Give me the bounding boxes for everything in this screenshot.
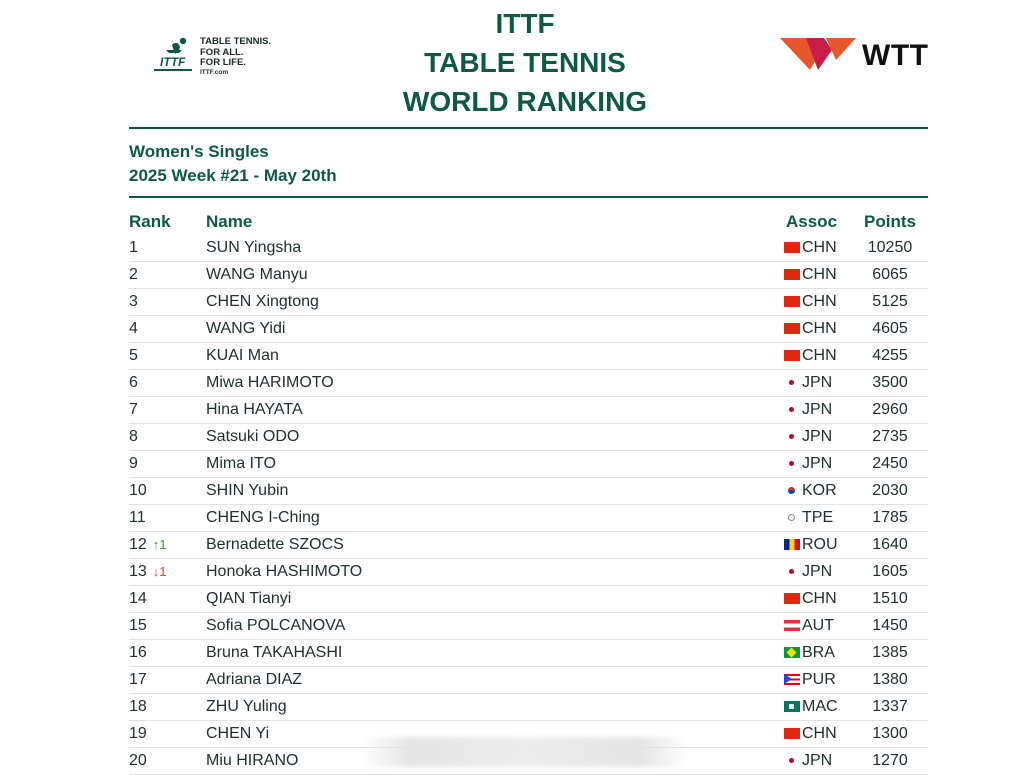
rank-number: 20	[129, 752, 147, 769]
points-value: 1450	[872, 617, 908, 634]
rank-number: 10	[129, 482, 147, 499]
assoc-code: JPN	[802, 752, 833, 769]
table-row	[129, 559, 928, 586]
title-line-1: ITTF	[495, 8, 555, 39]
points-value: 6065	[872, 266, 908, 283]
points-value: 5125	[872, 293, 908, 310]
rank-cell	[129, 721, 199, 747]
column-header-name: Name	[206, 212, 253, 231]
title-line-2: TABLE TENNIS	[424, 47, 626, 78]
rank-number: 4	[129, 320, 138, 337]
rank-number: 2	[129, 266, 138, 283]
assoc-code: JPN	[802, 401, 833, 418]
rank-number: 11	[129, 509, 146, 526]
assoc-code: JPN	[802, 428, 833, 445]
table-row	[129, 586, 928, 613]
table-row	[129, 694, 928, 721]
table-row	[129, 262, 928, 289]
divider-top	[129, 127, 928, 129]
assoc-code: CHN	[802, 725, 837, 742]
flag-rou-icon	[784, 539, 800, 550]
category-label: Women's Singles	[129, 142, 269, 161]
table-row	[129, 235, 928, 262]
flag-chn-icon	[784, 323, 800, 334]
rank-number: 6	[129, 374, 138, 391]
rank-cell	[129, 748, 199, 774]
player-name: CHEN Xingtong	[206, 293, 319, 310]
player-name: Bruna TAKAHASHI	[206, 644, 343, 661]
rank-cell	[129, 424, 199, 450]
assoc-code: CHN	[802, 266, 837, 283]
points-value: 1510	[872, 590, 908, 607]
rank-cell	[129, 640, 199, 666]
flag-jpn-icon	[784, 566, 800, 577]
assoc-code: JPN	[802, 455, 833, 472]
player-name: ZHU Yuling	[206, 698, 287, 715]
rank-number: 13	[129, 563, 147, 580]
points-value: 2030	[872, 482, 908, 499]
points-value: 1300	[872, 725, 908, 742]
rank-number: 16	[129, 644, 147, 661]
flag-jpn-icon	[784, 458, 800, 469]
assoc-code: JPN	[802, 374, 833, 391]
rank-number: 1	[129, 239, 138, 256]
points-value: 1337	[872, 698, 908, 715]
assoc-code: ROU	[802, 536, 838, 553]
player-name: QIAN Tianyi	[206, 590, 292, 607]
player-name: WANG Manyu	[206, 266, 308, 283]
ittf-logo	[152, 36, 292, 76]
points-value: 1785	[872, 509, 908, 526]
flag-chn-icon	[784, 296, 800, 307]
points-value: 1640	[872, 536, 908, 553]
rank-down-indicator: ↓1	[152, 564, 167, 579]
points-value: 4255	[872, 347, 908, 364]
ittf-mark: ITTF	[160, 55, 186, 69]
flag-kor-icon	[784, 485, 800, 496]
assoc-code: PUR	[802, 671, 836, 688]
assoc-code: TPE	[802, 509, 834, 526]
flag-chn-icon	[784, 350, 800, 361]
flag-jpn-icon	[784, 431, 800, 442]
ittf-paddle-icon	[152, 36, 196, 76]
blurred-overlay	[360, 737, 690, 767]
flag-jpn-icon	[784, 377, 800, 388]
flag-chn-icon	[784, 242, 800, 253]
flag-pur-icon	[784, 674, 800, 685]
rank-cell	[129, 586, 199, 612]
assoc-code: CHN	[802, 293, 837, 310]
player-name: Bernadette SZOCS	[206, 536, 344, 553]
assoc-code: CHN	[802, 590, 837, 607]
flag-jpn-icon	[784, 755, 800, 766]
ranking-subtitle	[129, 140, 337, 188]
player-name: KUAI Man	[206, 347, 279, 364]
column-header-points: Points	[864, 212, 916, 231]
table-row	[129, 424, 928, 451]
points-value: 4605	[872, 320, 908, 337]
flag-chn-icon	[784, 728, 800, 739]
points-value: 10250	[867, 239, 913, 256]
rank-cell	[129, 613, 199, 639]
rank-cell	[129, 370, 199, 396]
flag-jpn-icon	[784, 404, 800, 415]
column-header-assoc: Assoc	[786, 212, 838, 231]
player-name: Satsuki ODO	[206, 428, 300, 445]
ittf-tagline-3: FOR LIFE.	[200, 57, 246, 68]
assoc-code: AUT	[802, 617, 834, 634]
flag-tpe-icon	[784, 512, 800, 523]
flag-bra-icon	[784, 647, 800, 658]
player-name: Adriana DIAZ	[206, 671, 303, 688]
wtt-wordmark: WTT	[862, 39, 929, 72]
points-value: 1385	[872, 644, 908, 661]
assoc-code: BRA	[802, 644, 835, 661]
player-name: Mima ITO	[206, 455, 276, 472]
assoc-code: KOR	[802, 482, 837, 499]
rank-number: 19	[129, 725, 147, 742]
table-row	[129, 289, 928, 316]
player-name: SUN Yingsha	[206, 239, 302, 256]
flag-mac-icon	[784, 701, 800, 712]
table-row	[129, 505, 928, 532]
rank-cell	[129, 289, 199, 315]
ranking-table	[129, 235, 928, 775]
rank-number: 5	[129, 347, 138, 364]
rank-cell	[129, 505, 199, 531]
player-name: Miu HIRANO	[206, 752, 299, 769]
table-row	[129, 613, 928, 640]
page-header	[0, 0, 1030, 128]
assoc-code: CHN	[802, 347, 837, 364]
rank-number: 14	[129, 590, 147, 607]
rank-up-indicator: ↑1	[152, 537, 167, 552]
rank-number: 7	[129, 401, 138, 418]
column-header-rank: Rank	[129, 212, 171, 231]
player-name: SHIN Yubin	[206, 482, 289, 499]
ittf-tagline-2: FOR ALL.	[200, 46, 244, 58]
player-name: Hina HAYATA	[206, 401, 303, 418]
points-value: 1605	[872, 563, 908, 580]
rank-cell	[129, 532, 199, 558]
points-value: 3500	[872, 374, 908, 391]
rank-cell	[129, 667, 199, 693]
rank-cell	[129, 235, 199, 261]
flag-chn-icon	[784, 269, 800, 280]
flag-aut-icon	[784, 620, 800, 631]
wtt-logo	[780, 36, 935, 76]
points-value: 2450	[872, 455, 908, 472]
rank-cell	[129, 262, 199, 288]
player-name: CHENG I-Ching	[206, 509, 320, 526]
points-value: 2735	[872, 428, 908, 445]
table-row	[129, 397, 928, 424]
table-row	[129, 640, 928, 667]
table-row	[129, 532, 928, 559]
player-name: CHEN Yi	[206, 725, 270, 742]
rank-cell	[129, 397, 199, 423]
rank-cell	[129, 694, 199, 720]
rank-cell	[129, 316, 199, 342]
divider-subtitle	[129, 196, 928, 198]
assoc-code: CHN	[802, 320, 837, 337]
points-value: 2960	[872, 401, 908, 418]
player-name: Miwa HARIMOTO	[206, 374, 334, 391]
rank-number: 17	[129, 671, 147, 688]
assoc-code: MAC	[802, 698, 838, 715]
rank-number: 8	[129, 428, 138, 445]
ittf-url: ITTF.com	[200, 68, 229, 76]
assoc-code: CHN	[802, 239, 837, 256]
rank-cell	[129, 451, 199, 477]
flag-chn-icon	[784, 593, 800, 604]
rank-cell	[129, 343, 199, 369]
table-row	[129, 370, 928, 397]
table-row	[129, 478, 928, 505]
player-name: Honoka HASHIMOTO	[206, 563, 363, 580]
rank-cell	[129, 559, 199, 585]
rank-number: 12	[129, 536, 147, 553]
rank-cell	[129, 478, 199, 504]
rank-number: 3	[129, 293, 138, 310]
wtt-mark-icon	[780, 36, 860, 76]
table-row	[129, 667, 928, 694]
points-value: 1270	[872, 752, 908, 769]
week-label: 2025 Week #21 - May 20th	[129, 166, 337, 185]
title-line-3: WORLD RANKING	[402, 86, 648, 117]
table-row	[129, 451, 928, 478]
rank-number: 9	[129, 455, 138, 472]
page-title	[340, 4, 710, 121]
player-name: Sofia POLCANOVA	[206, 617, 346, 634]
points-value: 1380	[872, 671, 908, 688]
rank-number: 18	[129, 698, 147, 715]
ittf-tagline-1: TABLE TENNIS.	[200, 36, 272, 47]
player-name: WANG Yidi	[206, 320, 286, 337]
rank-number: 15	[129, 617, 147, 634]
assoc-code: JPN	[802, 563, 833, 580]
table-row	[129, 316, 928, 343]
table-row	[129, 343, 928, 370]
